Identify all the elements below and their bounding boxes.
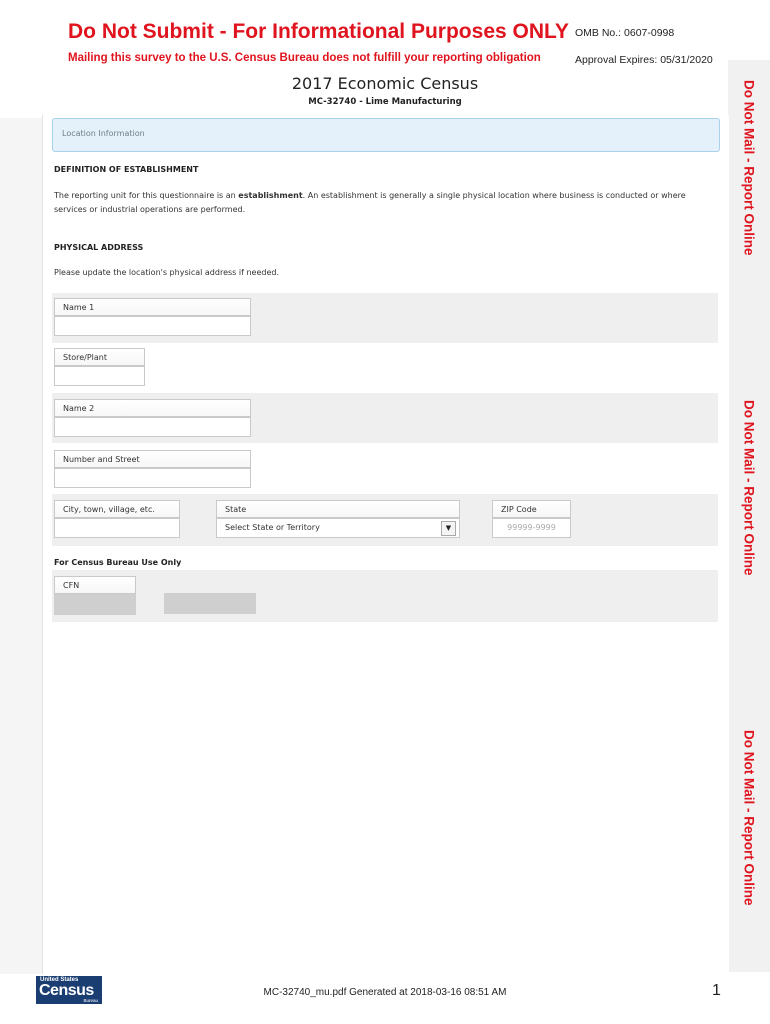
chevron-down-icon[interactable]: ▼ bbox=[441, 521, 456, 536]
zip-label: ZIP Code bbox=[492, 500, 571, 518]
side-banner-text-2: Do Not Mail - Report Online bbox=[741, 399, 757, 576]
side-banner-text-3: Do Not Mail - Report Online bbox=[741, 729, 757, 906]
city-input[interactable] bbox=[54, 518, 180, 538]
name1-row bbox=[52, 293, 718, 343]
zip-input[interactable]: 99999-9999 bbox=[492, 518, 571, 538]
name2-label: Name 2 bbox=[54, 399, 251, 417]
census-use-row bbox=[52, 570, 718, 622]
store-plant-row bbox=[52, 343, 718, 393]
street-input[interactable] bbox=[54, 468, 251, 488]
store-plant-input[interactable] bbox=[54, 366, 145, 386]
state-select[interactable] bbox=[216, 518, 460, 538]
physical-address-heading: PHYSICAL ADDRESS bbox=[54, 243, 144, 252]
left-margin-band bbox=[0, 118, 42, 974]
footer-generated-text: MC-32740_mu.pdf Generated at 2018-03-16 08:51 AM bbox=[263, 987, 507, 998]
location-information-bar bbox=[52, 118, 720, 152]
form-code: MC-32740 - Lime Manufacturing bbox=[308, 97, 462, 107]
omb-number: OMB No.: 0607-0998 bbox=[575, 27, 675, 39]
approval-expires: Approval Expires: 05/31/2020 bbox=[575, 54, 713, 66]
census-bureau-logo: United States Census Bureau bbox=[36, 976, 102, 1004]
warning-subtitle: Mailing this survey to the U.S. Census Bureau does not fulfill your reporting obligation bbox=[68, 52, 541, 64]
page-number: 1 bbox=[712, 982, 721, 999]
street-label: Number and Street bbox=[54, 450, 251, 468]
street-row bbox=[52, 443, 718, 493]
city-state-zip-row bbox=[52, 494, 718, 546]
cfn-label: CFN bbox=[54, 576, 136, 594]
definition-text: The reporting unit for this questionnaire is an establishment. An establishment is generally a single physical location where business is conducted or where services or industrial operations are performed. bbox=[54, 191, 686, 214]
name1-input[interactable] bbox=[54, 316, 251, 336]
physical-address-instruction: Please update the location's physical address if needed. bbox=[54, 268, 279, 277]
census-use-heading: For Census Bureau Use Only bbox=[54, 558, 182, 567]
cfn-secondary-input bbox=[164, 593, 256, 614]
cfn-input bbox=[54, 594, 136, 615]
location-information-title: Location Information bbox=[62, 129, 145, 138]
name2-row bbox=[52, 393, 718, 443]
state-selected-value: Select State or Territory bbox=[225, 523, 320, 532]
state-label: State bbox=[216, 500, 460, 518]
side-banner-text-1: Do Not Mail - Report Online bbox=[741, 79, 757, 256]
name2-input[interactable] bbox=[54, 417, 251, 437]
store-plant-label: Store/Plant bbox=[54, 348, 145, 366]
census-title: 2017 Economic Census bbox=[291, 74, 479, 93]
name1-label: Name 1 bbox=[54, 298, 251, 316]
side-banner bbox=[728, 60, 770, 972]
definition-heading: DEFINITION OF ESTABLISHMENT bbox=[54, 165, 199, 174]
warning-title: Do Not Submit - For Informational Purposes ONLY bbox=[68, 20, 569, 43]
city-label: City, town, village, etc. bbox=[54, 500, 180, 518]
